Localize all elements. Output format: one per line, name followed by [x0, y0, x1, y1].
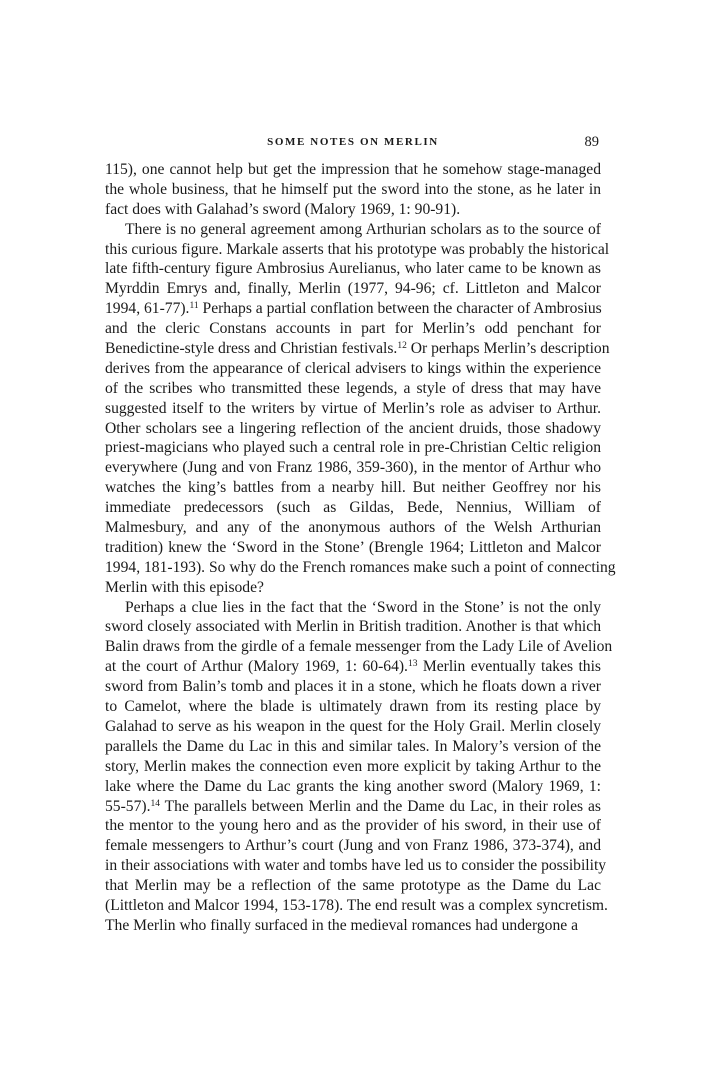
text-line	[105, 339, 610, 359]
text-line	[105, 598, 601, 618]
text-run: Perhaps a clue lies in the fact that the ‘Sword in the Stone’ is not the only	[125, 598, 601, 616]
text-line	[105, 797, 601, 817]
text-line	[105, 558, 616, 578]
text-line	[105, 180, 601, 200]
text-run: watches the king’s battles from a nearby hill. But neither Geoffrey nor his	[105, 479, 601, 497]
footnote-marker: 14	[150, 798, 160, 809]
text-run: derives from the appearance of clerical advisers to kings within the experience	[105, 359, 601, 377]
text-run: late fifth-century figure Ambrosius Aurelianus, who later came to be known as	[105, 260, 601, 278]
text-line	[105, 856, 607, 876]
text-line	[105, 259, 601, 279]
text-line	[105, 836, 601, 856]
text-run: 1994, 181-193). So why do the French romances make such a point of connecting	[105, 558, 616, 576]
text-run: The parallels between Merlin and the Dame du Lac, in their roles as	[159, 797, 601, 815]
text-line	[105, 379, 601, 399]
text-line	[105, 518, 601, 538]
text-line	[105, 160, 601, 180]
text-run: Or perhaps Merlin’s description	[406, 340, 610, 358]
text-line	[105, 916, 601, 936]
text-run: Malmesbury, and any of the anonymous authors of the Welsh Arthurian	[105, 519, 601, 537]
text-run: to Camelot, where the blade is ultimately drawn from its resting place by	[105, 698, 601, 716]
text-line	[105, 617, 601, 637]
text-run: immediate predecessors (such as Gildas, Bede, Nennius, William of	[105, 499, 601, 517]
text-line	[105, 697, 601, 717]
text-line	[105, 896, 608, 916]
text-run: at the court of Arthur (Malory 1969, 1: 60-64).	[105, 658, 408, 676]
text-line	[105, 458, 601, 478]
text-line	[105, 279, 601, 299]
text-line	[105, 299, 601, 319]
paragraph	[105, 160, 601, 220]
text-run: tradition) knew the ‘Sword in the Stone’ (Brengle 1964; Littleton and Malcor	[105, 538, 601, 556]
text-run: fact does with Galahad’s sword (Malory 1969, 1: 90-91).	[105, 200, 461, 218]
text-line	[105, 578, 601, 598]
footnote-marker: 13	[407, 659, 418, 670]
page-number: 89	[584, 134, 599, 150]
text-line	[105, 220, 601, 240]
text-run: priest-magicians who played such a central role in pre-Christian Celtic religion	[105, 439, 601, 457]
body-text	[105, 160, 616, 936]
text-line	[105, 498, 601, 518]
text-run: female messengers to Arthur’s court (Jung and von Franz 1986, 373-374), and	[105, 837, 601, 855]
text-run: The Merlin who finally surfaced in the medieval romances had undergone a	[105, 916, 578, 934]
text-line	[105, 757, 601, 777]
text-line	[105, 876, 601, 896]
text-line	[105, 319, 601, 339]
text-line	[105, 200, 601, 220]
text-run: story, Merlin makes the connection even more explicit by taking Arthur to the	[105, 757, 601, 775]
text-line	[105, 399, 601, 419]
footnote-marker: 12	[397, 341, 407, 352]
text-run: parallels the Dame du Lac in this and similar tales. In Malory’s version of the	[105, 737, 601, 755]
text-line	[105, 637, 613, 657]
text-run: sword closely associated with Merlin in British tradition. Another is that which	[105, 618, 601, 636]
text-run: 55-57).	[105, 797, 151, 815]
paragraph	[105, 220, 616, 598]
footnote-marker: 11	[189, 301, 199, 312]
text-run: Benedictine-style dress and Christian festivals.	[105, 340, 398, 358]
text-run: Merlin with this episode?	[105, 578, 264, 596]
text-run: There is no general agreement among Arthurian scholars as to the source of	[125, 220, 601, 238]
text-run: Balin draws from the girdle of a female messenger from the Lady Lile of Avelion	[105, 638, 613, 656]
text-run: this curious figure. Markale asserts that his prototype was probably the historical	[105, 240, 610, 258]
text-run: sword from Balin’s tomb and places it in a stone, which he floats down a river	[105, 678, 601, 696]
text-run: Merlin eventually takes this	[417, 658, 601, 676]
text-run: everywhere (Jung and von Franz 1986, 359-360), in the mentor of Arthur who	[105, 459, 601, 477]
running-head	[105, 132, 601, 152]
text-run: Galahad to serve as his weapon in the quest for the Holy Grail. Merlin closely	[105, 717, 601, 735]
text-run: of the scribes who transmitted these legends, a style of dress that may have	[105, 379, 601, 397]
text-line	[105, 438, 601, 458]
text-line	[105, 717, 601, 737]
text-line	[105, 737, 601, 757]
text-run: lake where the Dame du Lac grants the king another sword (Malory 1969, 1:	[105, 777, 601, 795]
text-line	[105, 240, 610, 260]
text-line	[105, 816, 601, 836]
text-line	[105, 777, 601, 797]
text-line	[105, 677, 601, 697]
text-run: 115), one cannot help but get the impression that he somehow stage-managed	[105, 161, 601, 178]
text-run: suggested itself to the writers by virtue of Merlin’s role as adviser to Arthur.	[105, 399, 601, 417]
text-line	[105, 359, 601, 379]
text-run: (Littleton and Malcor 1994, 153-178). The end result was a complex syncretism.	[105, 896, 608, 914]
running-head-title: SOME NOTES ON MERLIN	[267, 136, 439, 148]
text-run: that Merlin may be a reflection of the same prototype as the Dame du Lac	[105, 877, 601, 895]
paragraph	[105, 598, 613, 936]
text-run: Perhaps a partial conflation between the character of Ambrosius	[198, 300, 602, 318]
text-run: Myrddin Emrys and, finally, Merlin (1977, 94-96; cf. Littleton and Malcor	[105, 280, 601, 298]
text-line	[105, 419, 601, 439]
text-run: 1994, 61-77).	[105, 300, 190, 318]
text-run: and the cleric Constans accounts in part for Merlin’s odd penchant for	[105, 320, 601, 338]
text-run: the mentor to the young hero and as the provider of his sword, in their use of	[105, 817, 601, 835]
text-run: Other scholars see a lingering reflection of the ancient druids, those shadowy	[105, 419, 601, 437]
text-run: in their associations with water and tombs have led us to consider the possibility	[105, 857, 607, 875]
text-run: the whole business, that he himself put the sword into the stone, as he later in	[105, 180, 601, 198]
text-line	[105, 538, 601, 558]
text-line	[105, 657, 601, 677]
text-line	[105, 478, 601, 498]
